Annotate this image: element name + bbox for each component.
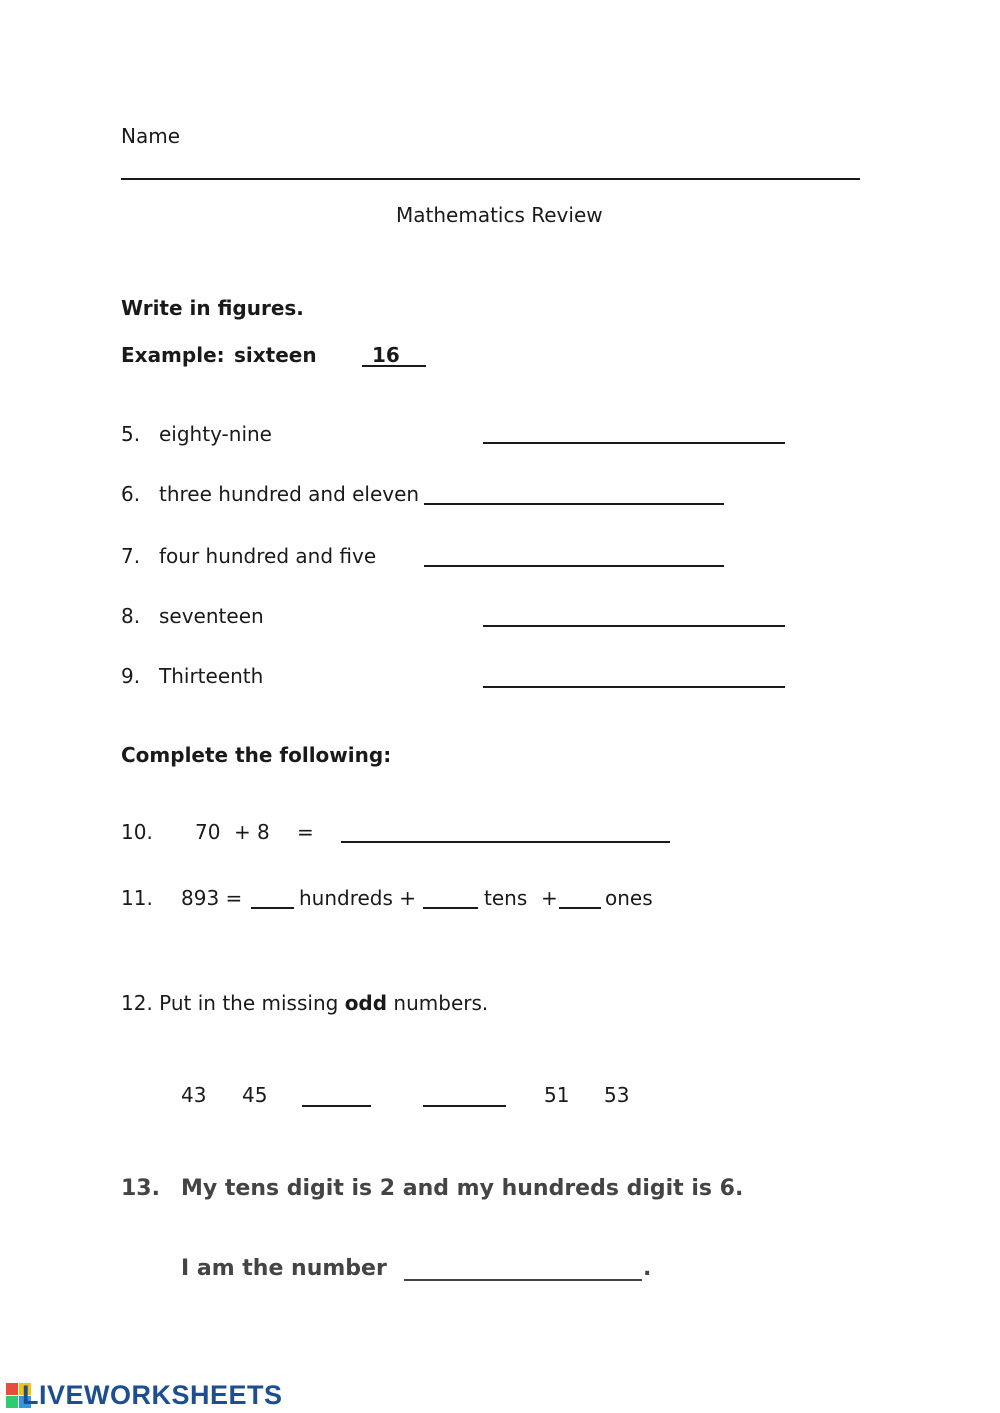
q11-hundreds-blank[interactable]	[251, 907, 294, 909]
example-label: Example:	[121, 343, 225, 367]
item-9-text: Thirteenth	[159, 664, 264, 688]
q10-answer-line[interactable]	[341, 841, 670, 843]
q12-prefix: 12. Put in the missing	[121, 991, 339, 1015]
q12-prompt	[121, 991, 488, 1015]
item-8-number: 8.	[121, 604, 141, 628]
item-5-text: eighty-nine	[159, 422, 272, 446]
example-answer: 16	[362, 343, 426, 367]
item-9-answer-line[interactable]	[483, 686, 785, 688]
q10-addend-b: 8	[257, 820, 270, 844]
liveworksheets-logo-text: LIVEWORKSHEETS	[22, 1380, 283, 1410]
q11-ones-blank[interactable]	[559, 907, 601, 909]
item-6-number: 6.	[121, 482, 141, 506]
name-line[interactable]	[121, 178, 860, 180]
q13-answer-line[interactable]	[404, 1279, 642, 1281]
q12-seq-3: 51	[544, 1083, 570, 1107]
name-label: Name	[121, 124, 181, 148]
q11-plus: +	[541, 886, 558, 910]
q12-blank-1[interactable]	[302, 1105, 371, 1107]
item-8-text: seventeen	[159, 604, 264, 628]
instruction-write-in-figures: Write in figures.	[121, 296, 304, 320]
q10-number: 10.	[121, 820, 153, 844]
logo-block-green	[6, 1396, 18, 1408]
page-title: Mathematics Review	[396, 203, 603, 227]
q11-hundreds-label: hundreds +	[299, 886, 417, 910]
q11-value: 893 =	[181, 886, 243, 910]
q13-period: .	[643, 1256, 652, 1281]
item-5-number: 5.	[121, 422, 141, 446]
item-7-text: four hundred and five	[159, 544, 377, 568]
q13-text: My tens digit is 2 and my hundreds digit is 6.	[181, 1176, 744, 1201]
q13-number: 13.	[121, 1176, 160, 1201]
q12-odd-word: odd	[344, 991, 388, 1015]
example-word: sixteen	[234, 343, 317, 367]
q10-plus: +	[234, 820, 251, 844]
q11-number: 11.	[121, 886, 153, 910]
q11-ones-label: ones	[605, 886, 653, 910]
instruction-complete-following: Complete the following:	[121, 743, 392, 767]
item-9-number: 9.	[121, 664, 141, 688]
q11-tens-blank[interactable]	[423, 907, 478, 909]
q12-blank-2[interactable]	[423, 1105, 506, 1107]
q12-seq-4: 53	[604, 1083, 630, 1107]
q10-addend-a: 70	[195, 820, 221, 844]
item-5-answer-line[interactable]	[483, 442, 785, 444]
item-6-text: three hundred and eleven	[159, 482, 420, 506]
item-6-answer-line[interactable]	[424, 503, 724, 505]
q12-suffix: numbers.	[393, 991, 489, 1015]
q12-seq-1: 43	[181, 1083, 207, 1107]
q12-seq-2: 45	[242, 1083, 268, 1107]
q11-tens-label: tens	[484, 886, 528, 910]
q10-equals: =	[297, 820, 314, 844]
item-7-number: 7.	[121, 544, 141, 568]
q13-answer-label: I am the number	[181, 1256, 387, 1281]
item-8-answer-line[interactable]	[483, 625, 785, 627]
item-7-answer-line[interactable]	[424, 565, 724, 567]
logo-block-red	[6, 1383, 18, 1395]
